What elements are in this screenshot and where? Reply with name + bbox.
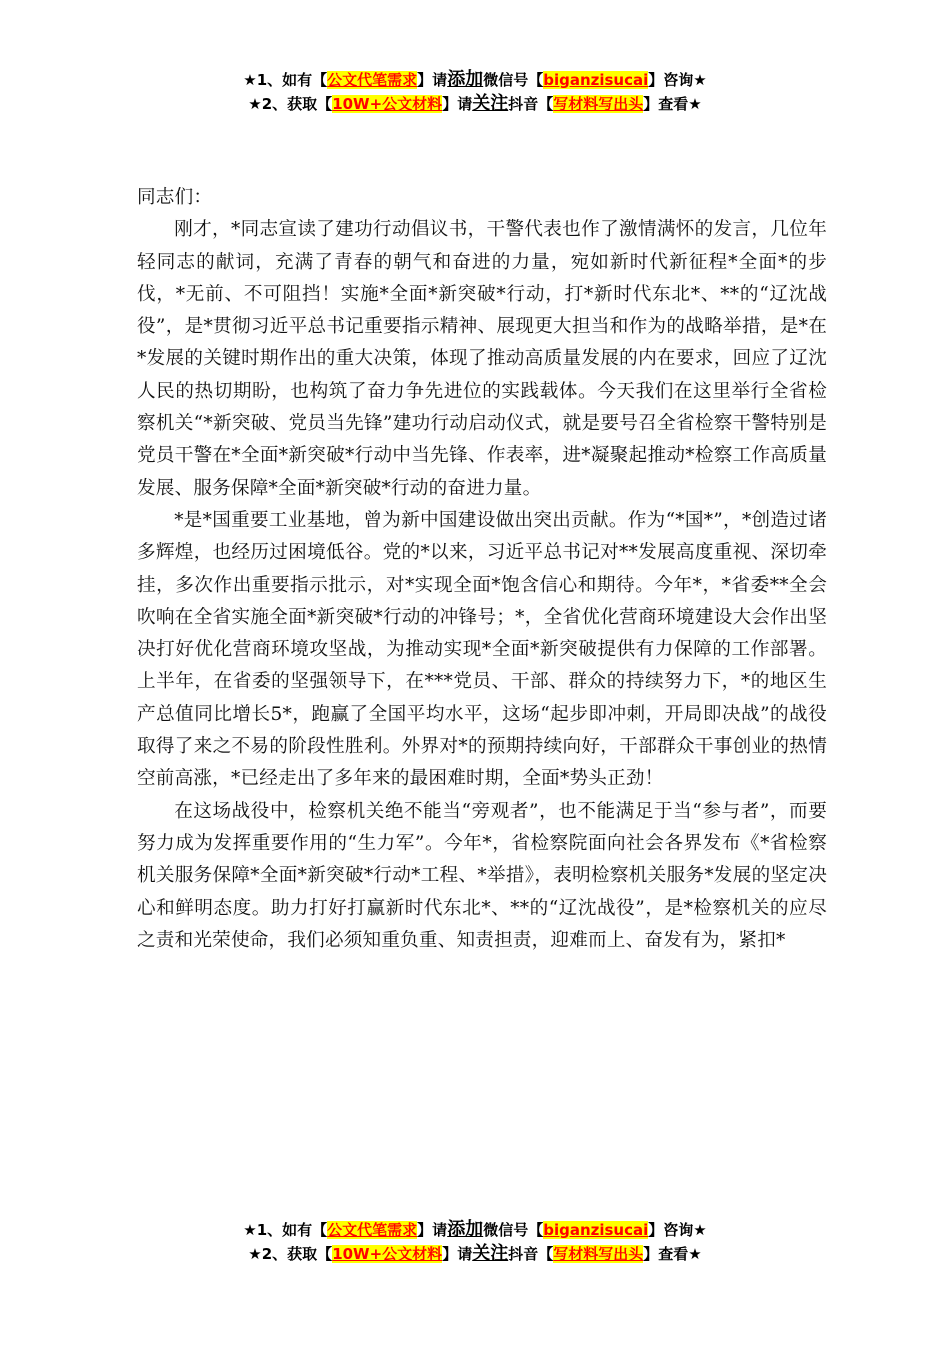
banner-text: 】查看★: [643, 95, 702, 113]
emphasis-text: 添加: [447, 1219, 484, 1240]
banner-line-2: [0, 92, 950, 116]
douyin-id-highlight: 写材料写出头: [553, 1245, 644, 1263]
banner-text: ★1、如有【: [243, 71, 328, 89]
emphasis-text: 关注: [472, 1243, 509, 1264]
banner-line-1: [0, 1218, 950, 1242]
banner-text: 】请: [442, 1245, 473, 1263]
banner-text: 微信号【: [483, 1221, 544, 1239]
highlight-label: 公文代笔需求: [327, 71, 418, 89]
footer-banner: [0, 1218, 950, 1266]
highlight-label: 10W+公文材料: [332, 1245, 443, 1263]
banner-text: 】请: [442, 95, 473, 113]
highlight-label: 10W+公文材料: [332, 95, 443, 113]
paragraph-1: 刚才，*同志宣读了建功行动倡议书，干警代表也作了激情满怀的发言，几位年轻同志的献词，充满了青春的朝气和奋进的力量，宛如新时代新征程*全面*的步伐，*无前、不可阻挡！实施*全面*新突破*行动，打*新时代东北*、**的“辽沈战役”，是*贯彻习近平总书记重要指示精神、展现更大担当和作为的战略举措，是*在*发展的关键时期作出的重大决策，体现了推动高质量发展的内在要求，回应了辽沈人民的热切期盼，也构筑了奋力争先进位的实践载体。今天我们在这里举行全省检察机关“*新突破、党员当先锋”建功行动启动仪式，就是要号召全省检察干警特别是党员干警在*全面*新突破*行动中当先锋、作表率，进*凝聚起推动*检察工作高质量发展、服务保障*全面*新突破*行动的奋进力量。: [137, 219, 827, 499]
banner-text: ★2、获取【: [248, 95, 333, 113]
banner-text: 抖音【: [508, 1245, 554, 1263]
banner-text: 微信号【: [483, 71, 544, 89]
highlight-label: 公文代笔需求: [327, 1221, 418, 1239]
banner-text: 】咨询★: [648, 71, 707, 89]
paragraph-3: 在这场战役中，检察机关绝不能当“旁观者”，也不能满足于当“参与者”，而要努力成为发挥重要作用的“生力军”。今年*，省检察院面向社会各界发布《*省检察机关服务保障*全面*新突破*行动*工程、*举措》，表明检察机关服务*发展的坚定决心和鲜明态度。助力打好打赢新时代东北*、**的“辽沈战役”，是*检察机关的应尽之责和光荣使命，我们必须知重负重、知责担责，迎难而上、奋发有为，紧扣*: [137, 800, 827, 951]
banner-text: ★2、获取【: [248, 1245, 333, 1263]
wechat-id-highlight: biganzisucai: [543, 71, 649, 89]
emphasis-text: 添加: [447, 69, 484, 90]
banner-line-2: [0, 1242, 950, 1266]
salutation: 同志们：: [137, 187, 213, 208]
banner-text: 】查看★: [643, 1245, 702, 1263]
wechat-id-highlight: biganzisucai: [543, 1221, 649, 1239]
douyin-id-highlight: 写材料写出头: [553, 95, 644, 113]
banner-text: ★1、如有【: [243, 1221, 328, 1239]
banner-line-1: [0, 68, 950, 92]
banner-text: 】请: [417, 1221, 448, 1239]
banner-text: 】请: [417, 71, 448, 89]
banner-text: 】咨询★: [648, 1221, 707, 1239]
paragraph-2: *是*国重要工业基地，曾为新中国建设做出突出贡献。作为“*国*”，*创造过诸多辉煌，也经历过困境低谷。党的*以来，习近平总书记对**发展高度重视、深切牵挂，多次作出重要指示批示，对*实现全面*饱含信心和期待。今年*，*省委**全会吹响在全省实施全面*新突破*行动的冲锋号；*，全省优化营商环境建设大会作出坚决打好优化营商环境攻坚战，为推动实现*全面*新突破提供有力保障的工作部署。上半年，在省委的坚强领导下，在***党员、干部、群众的持续努力下，*的地区生产总值同比增长5*，跑赢了全国平均水平，这场“起步即冲刺，开局即决战”的战役取得了来之不易的阶段性胜利。外界对*的预期持续向好，干部群众干事创业的热情空前高涨，*已经走出了多年来的最困难时期，全面*势头正劲！: [137, 509, 827, 790]
document-body: [137, 182, 827, 957]
emphasis-text: 关注: [472, 93, 509, 114]
header-banner: [0, 68, 950, 116]
banner-text: 抖音【: [508, 95, 554, 113]
